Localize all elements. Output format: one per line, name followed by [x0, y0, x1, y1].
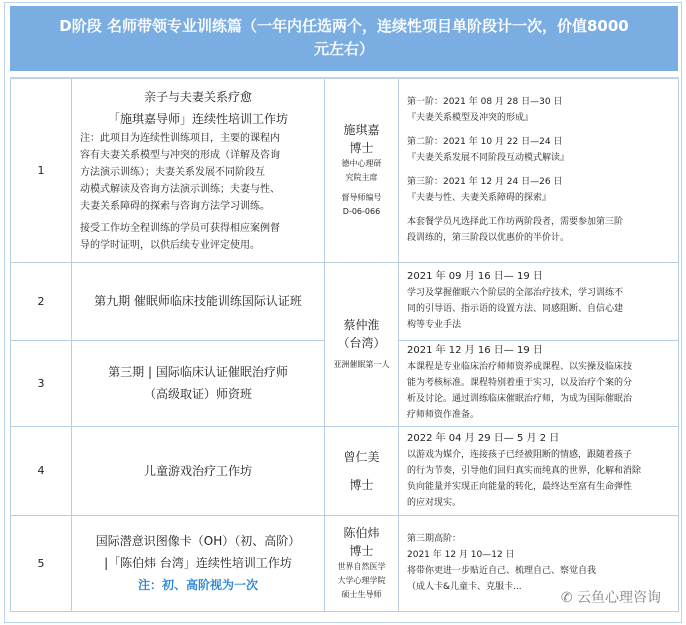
row-number: 4 — [11, 426, 72, 515]
teacher-cell — [325, 515, 399, 611]
table-row — [11, 426, 679, 515]
schedule-note: 本套餐学员凡选择此工作坊两阶段者，需要参加第三阶 — [407, 217, 624, 228]
document-sheet — [4, 2, 682, 623]
schedule-desc: 本课程是专业临床治疗师师资养成课程、以实操及临床技 — [407, 362, 633, 372]
teacher-cell — [325, 262, 399, 426]
course-cell — [72, 262, 325, 340]
course-title: 第三期 | 国际临床认证催眠治疗师 — [108, 365, 288, 379]
schedule-date: 2022 年 04 月 29 日— 5 月 2 日 — [407, 432, 560, 444]
schedule-desc: 构等专业手法 — [407, 320, 462, 330]
table-row — [11, 78, 679, 262]
row-number: 3 — [11, 340, 72, 426]
schedule-date: 第二阶：2021 年 10 月 22 日—24 日 — [407, 137, 563, 148]
note-line: 导的学时证明，以供后续专业评定使用。 — [80, 240, 260, 252]
teacher-cell — [325, 78, 399, 262]
course-cell — [72, 340, 325, 426]
teacher-org: 亚洲催眠第一人 — [333, 360, 390, 369]
desc-line: 夫妻关系障碍的探索与咨询方法学习训练。 — [80, 201, 270, 213]
watermark-text: 云鱼心理咨询 — [577, 590, 661, 606]
course-title: 儿童游戏治疗工作坊 — [143, 463, 252, 478]
course-title: 亲子与夫妻关系疗愈 — [143, 90, 252, 105]
teacher-org: 世界自然医学 — [337, 562, 386, 571]
schedule-desc: （成人卡&儿童卡、克服卡... — [407, 582, 522, 592]
course-table — [10, 77, 679, 612]
table-row — [11, 262, 679, 340]
schedule-desc: 的应对现实。 — [407, 497, 462, 508]
schedule-desc: 能为考核标准。课程特别着重于实习，以及治疗个案的分 — [407, 378, 633, 388]
schedule-cell — [399, 262, 679, 340]
teacher-org: 硕士生导师 — [341, 590, 382, 599]
schedule-desc: 疗师师资作准备。 — [407, 410, 480, 420]
teacher-supervisor-id: D-06-066 — [342, 207, 381, 217]
teacher-region: （台湾） — [337, 336, 386, 350]
teacher-title: 博士 — [349, 477, 374, 492]
wechat-icon: ✆ — [560, 590, 573, 606]
course-cell — [72, 78, 325, 262]
schedule-note: 段训练的，第三阶段以优惠价的半价计。 — [407, 233, 570, 244]
desc-line: 动模式解读及咨询方法演示训练；夫妻与性、 — [80, 184, 280, 196]
schedule-cell — [399, 426, 679, 515]
schedule-topic: 『夫妻关系发展不同阶段互动模式解读』 — [407, 153, 570, 164]
row-number: 5 — [11, 515, 72, 611]
row-number: 2 — [11, 262, 72, 340]
teacher-name: 曾仁美 — [343, 449, 380, 464]
schedule-topic: 『夫妻关系模型及冲突的形成』 — [407, 113, 534, 124]
watermark — [561, 587, 661, 607]
course-description — [80, 130, 316, 254]
schedule-desc: 同的引导语、指示语的设置方法、同感阻断、自信心建 — [407, 304, 624, 314]
note-line: 接受工作坊全程训练的学员可获得相应案例督 — [80, 223, 280, 235]
schedule-head: 第三期高阶： — [407, 534, 462, 544]
header-line-1: D阶段 名师带领专业训练篇（一年内任选两个，连续性项目单阶段计一次，价值8000 — [59, 17, 629, 35]
teacher-name: 蔡仲淮 — [343, 318, 380, 332]
schedule-topic: 『夫妻与性、夫妻关系障碍的探索』 — [407, 193, 552, 204]
teacher-cell — [325, 426, 399, 515]
course-title: 国际潜意识图像卡（OH）（初、高阶） — [95, 534, 301, 548]
schedule-date: 2021 年 12 月 16 日— 19 日 — [407, 345, 543, 356]
schedule-desc: 负向能量并实现正向能量的转化，最终达至富有生命弹性 — [407, 481, 633, 492]
schedule-desc: 的行为节奏，引导他们回归真实而纯真的世界，化解和消除 — [407, 465, 642, 476]
schedule-date: 第三阶：2021 年 12 月 24 日—26 日 — [407, 177, 563, 188]
schedule-cell — [399, 340, 679, 426]
section-header — [10, 6, 678, 71]
schedule-cell — [399, 78, 679, 262]
schedule-desc: 将带你更进一步贴近自己、梳理自己、察觉自我 — [407, 566, 597, 576]
course-cell — [72, 426, 325, 515]
row-number: 1 — [11, 78, 72, 262]
schedule-desc: 析及讨论。通过训练临床催眠治疗师，为成为国际催眠治 — [407, 394, 633, 404]
teacher-supervisor: 督导师编号 — [341, 193, 382, 203]
schedule-desc: 以游戏为媒介，连接孩子已经被阻断的情感，跟随着孩子 — [407, 449, 633, 460]
course-subtitle: （高级取证）师资班 — [143, 387, 252, 401]
desc-line: 容有夫妻关系模型与冲突的形成（详解及咨询 — [80, 150, 280, 162]
course-title: 第九期 催眠师临床技能训练国际认证班 — [94, 294, 302, 308]
teacher-name: 陈伯炜 — [343, 526, 380, 540]
teacher-org: 德中心理研 — [341, 159, 382, 169]
teacher-org: 大学心理学院 — [337, 576, 386, 585]
schedule-desc: 学习及掌握催眠六个阶层的全部治疗技术，学习训练不 — [407, 288, 624, 298]
teacher-org: 究院主席 — [345, 173, 378, 183]
course-subtitle: 「施琪嘉导师」连续性培训工作坊 — [107, 112, 288, 127]
desc-line: 方法演示训练）；夫妻关系发展不同阶段互 — [80, 167, 265, 179]
teacher-title: 博士 — [349, 141, 374, 156]
course-subtitle: |「陈伯炜 台湾」连续性培训工作坊 — [104, 556, 292, 570]
desc-line: 注：此项目为连续性训练项目，主要的课程内 — [80, 133, 280, 145]
schedule-date: 2021 年 09 月 16 日— 19 日 — [407, 271, 543, 282]
course-note: 注：初、高阶视为一次 — [137, 578, 258, 592]
teacher-title: 博士 — [349, 544, 374, 558]
schedule-date: 2021 年 12 月 10—12 日 — [407, 550, 515, 560]
teacher-name: 施琪嘉 — [343, 123, 380, 138]
schedule-date: 第一阶：2021 年 08 月 28 日—30 日 — [407, 97, 563, 108]
header-line-2: 元左右） — [313, 40, 374, 58]
course-cell — [72, 515, 325, 611]
